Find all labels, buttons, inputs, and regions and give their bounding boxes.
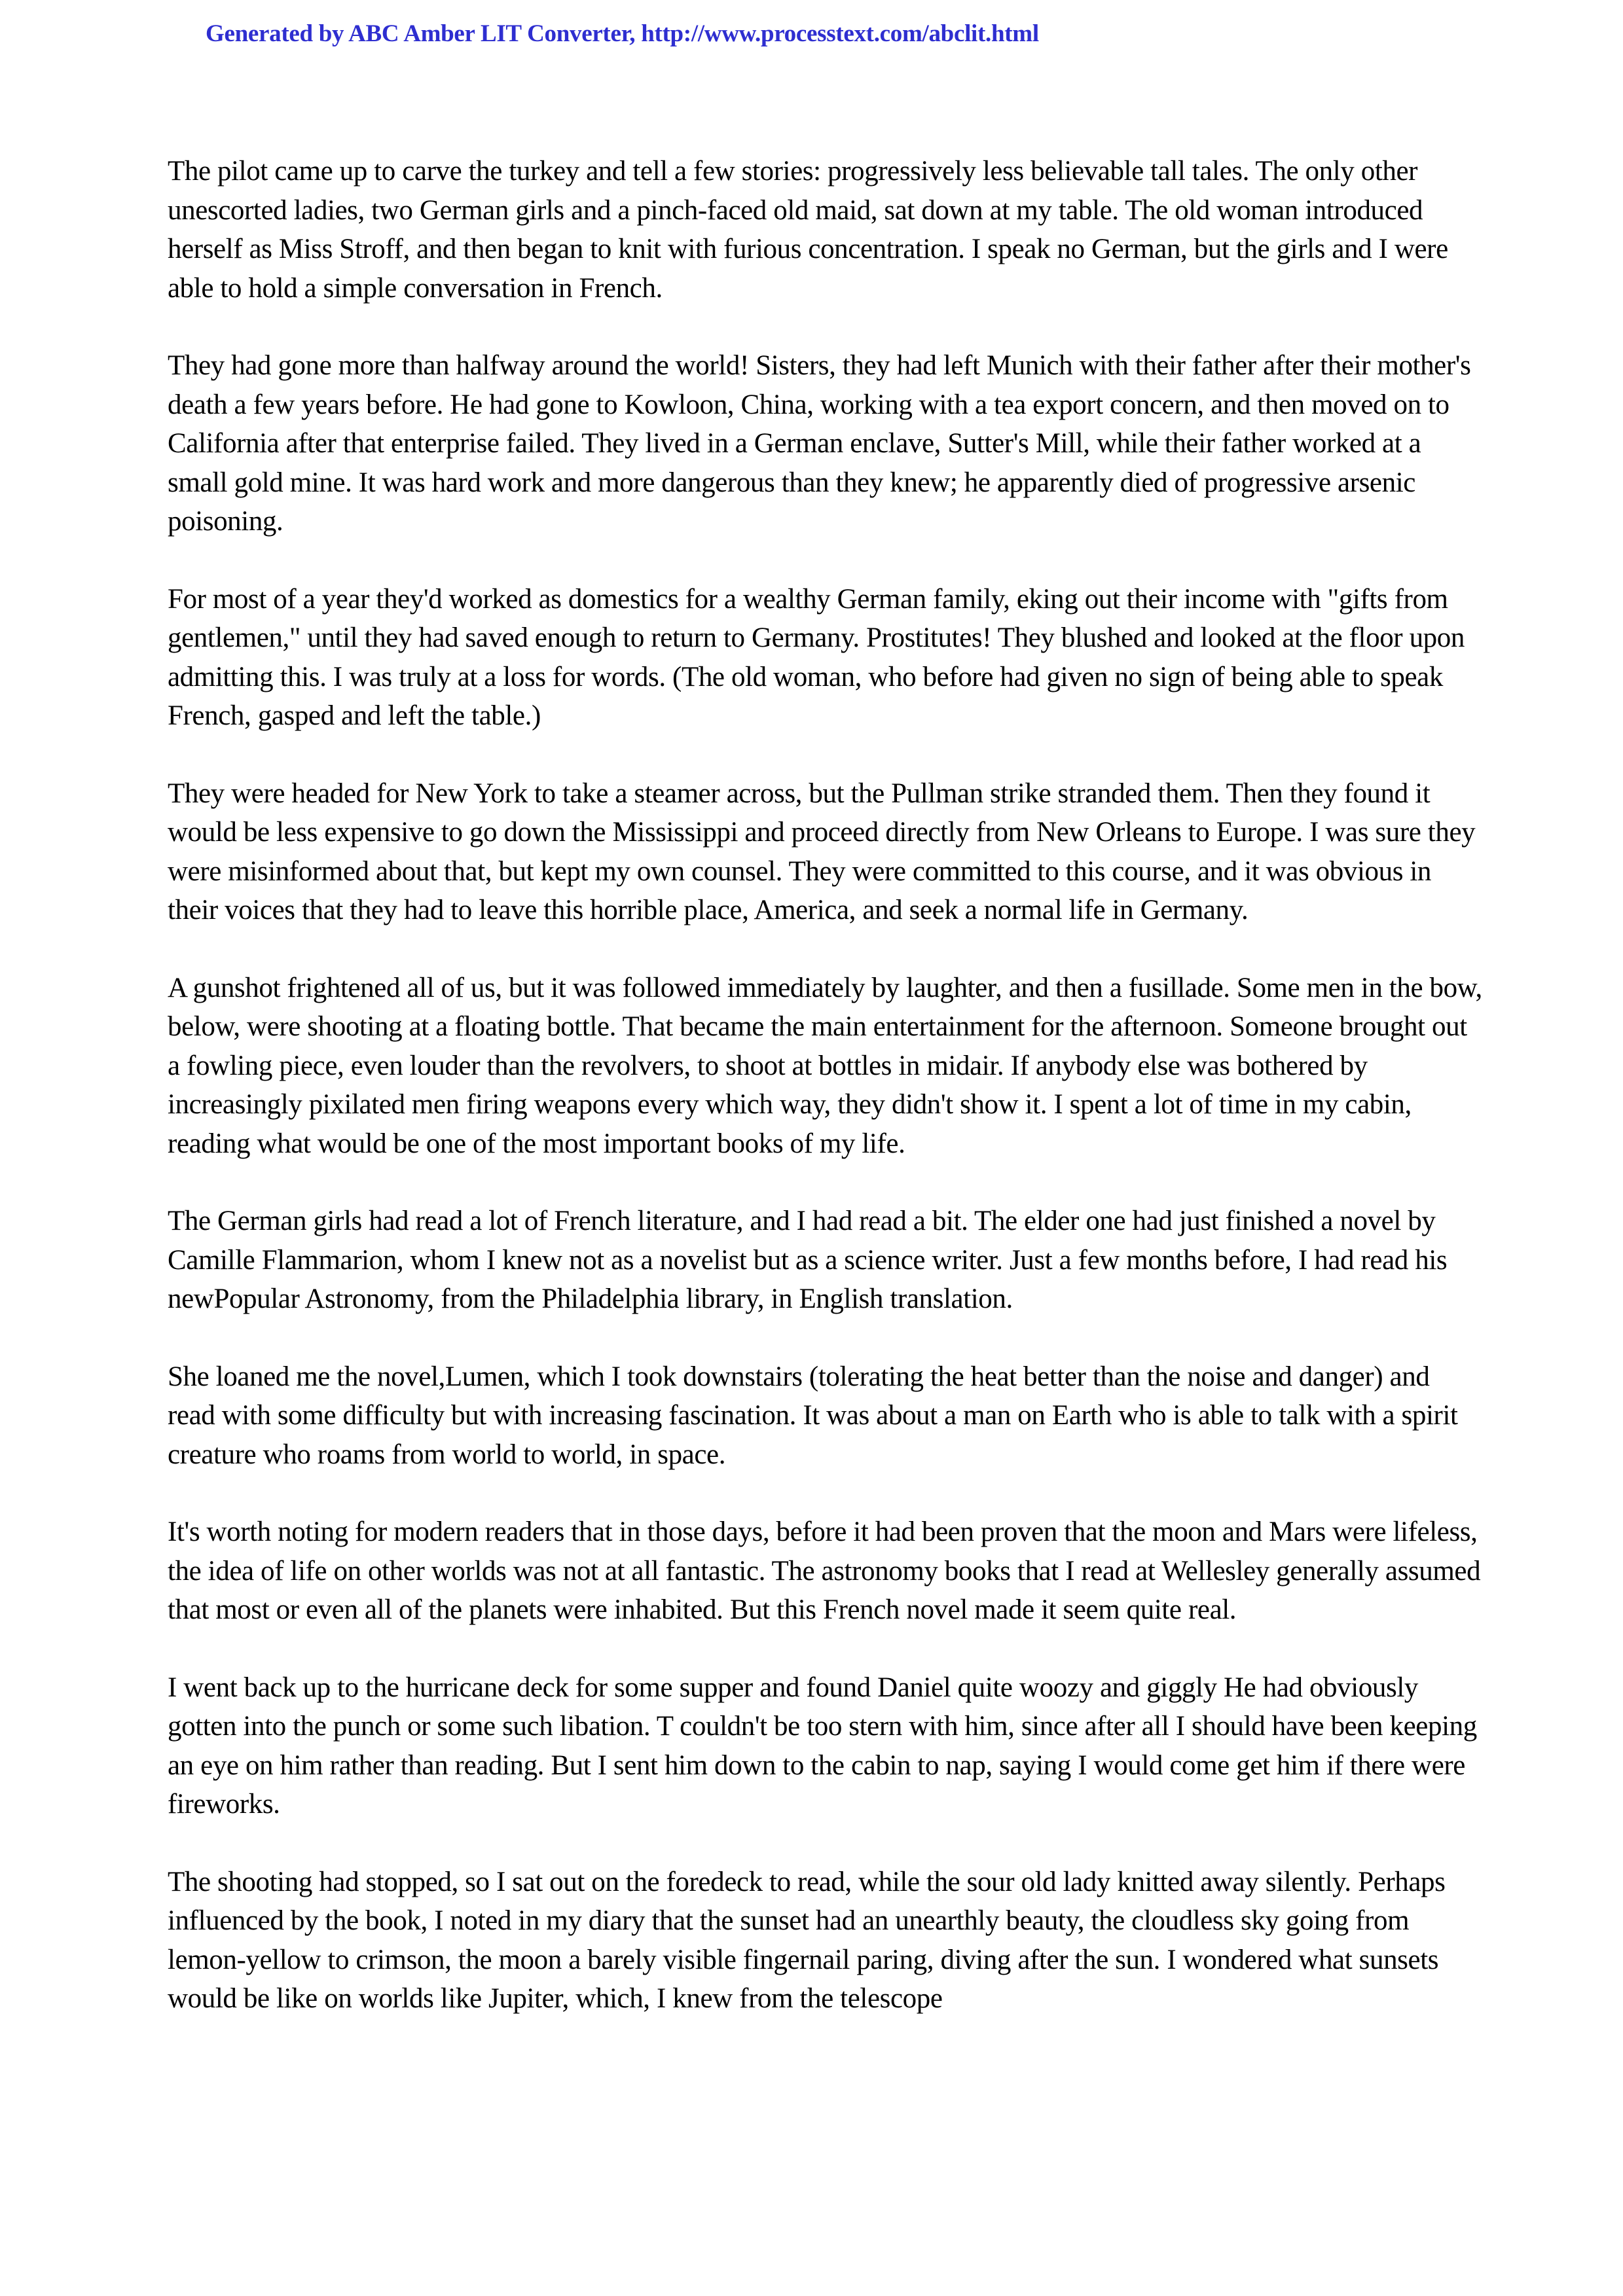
paragraph: They had gone more than halfway around the world! Sisters, they had left Munich with their father after their mother's death a few years before. He had gone to Kowloon, China, working with a tea export concern, and then moved on to California after that enterprise failed. They lived in a German enclave, Sutter's Mill, while their father worked at a small gold mine. It was hard work and more dangerous than they knew; he apparently died of progressive arsenic poisoning. <box>168 350 1471 537</box>
paragraph: She loaned me the novel,Lumen, which I took downstairs (tolerating the heat better than the noise and danger) and read with some difficulty but with increasing fascination. It was about a man on Earth who is able to talk with a spirit creature who roams from world to world, in space. <box>168 1361 1458 1470</box>
paragraph: The shooting had stopped, so I sat out on the foredeck to read, while the sour old lady knitted away silently. Perhaps influenced by the book, I noted in my diary that the sunset had an unearthly beauty, the cloudless sky going from lemon-yellow to crimson, the moon a barely visible fingernail paring, diving after the sun. I wondered what sunsets would be like on worlds like Jupiter, which, I knew from the telescope <box>168 1866 1446 2014</box>
paragraph: It's worth noting for modern readers that in those days, before it had been proven that the moon and Mars were lifeless, the idea of life on other worlds was not at all fantastic. The astronomy books that I read at Wellesley generally assumed that most or even all of the planets were inhabited. But this French novel made it seem quite real. <box>168 1516 1481 1625</box>
paragraph: The pilot came up to carve the turkey and tell a few stories: progressively less believable tall tales. The only other unescorted ladies, two German girls and a pinch-faced old maid, sat down at my table. The old woman introduced herself as Miss Stroff, and then began to knit with furious concentration. I speak no German, but the girls and I were able to hold a simple conversation in French. <box>168 156 1448 304</box>
document-body <box>168 152 1484 2057</box>
paragraph: The German girls had read a lot of French literature, and I had read a bit. The elder one had just finished a novel by Camille Flammarion, whom I knew not as a novelist but as a science writer. Just a few months before, I had read his newPopular Astronomy, from the Philadelphia library, in English translation. <box>168 1206 1448 1314</box>
paragraph: For most of a year they'd worked as domestics for a wealthy German family, eking out their income with "gifts from gentlemen," until they had saved enough to return to Germany. Prostitutes! They blushed and looked at the floor upon admitting this. I was truly at a loss for words. (The old woman, who before had given no sign of being able to speak French, gasped and left the table.) <box>168 583 1465 731</box>
paragraph: A gunshot frightened all of us, but it was followed immediately by laughter, and then a fusillade. Some men in the bow, below, were shooting at a floating bottle. That became the main entertainment for the afternoon. Someone brought out a fowling piece, even louder than the revolvers, to shoot at bottles in midair. If anybody else was bothered by increasingly pixilated men firing weapons every which way, they didn't show it. I spent a lot of time in my cabin, reading what would be one of the most important books of my life. <box>168 972 1482 1159</box>
paragraph: They were headed for New York to take a steamer across, but the Pullman strike stranded them. Then they found it would be less expensive to go down the Mississippi and proceed directly from New Orleans to Europe. I was sure they were misinformed about that, but kept my own counsel. They were committed to this course, and it was obvious in their voices that they had to leave this horrible place, America, and seek a normal life in Germany. <box>168 778 1476 925</box>
converter-header: Generated by ABC Amber LIT Converter, http://www.processtext.com/abclit.html <box>206 20 1039 47</box>
paragraph: I went back up to the hurricane deck for some supper and found Daniel quite woozy and giggly He had obviously gotten into the punch or some such libation. T couldn't be too stern with him, since after all I should have been keeping an eye on him rather than reading. But I sent him down to the cabin to nap, saying I would come get him if there were fireworks. <box>168 1672 1477 1820</box>
